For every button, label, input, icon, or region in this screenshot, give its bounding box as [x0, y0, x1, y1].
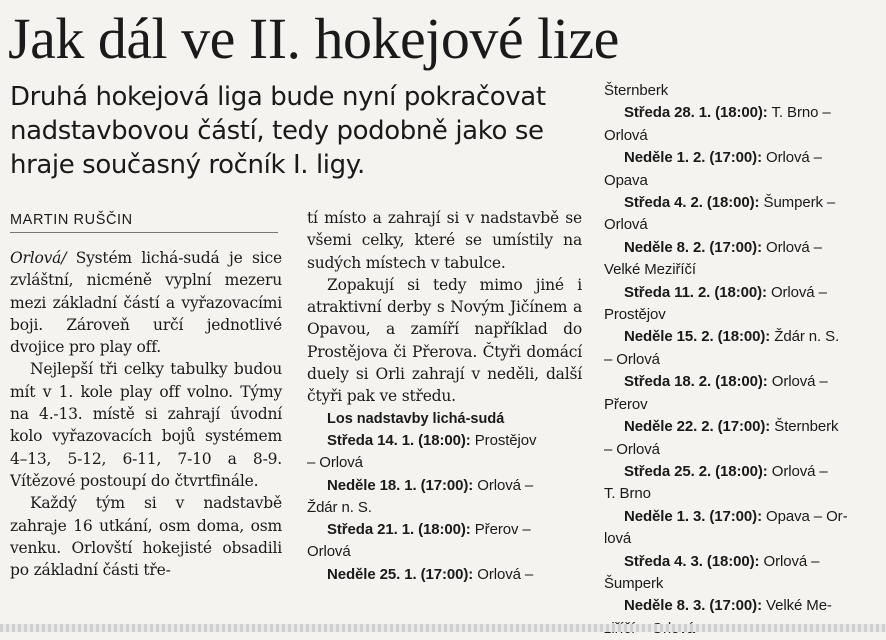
match-teams: Šumperk – [759, 194, 836, 212]
schedule-item [604, 506, 880, 551]
match-teams-cont: Orlová [604, 126, 648, 144]
schedule-item [604, 551, 880, 596]
match-date: Neděle 1. 3. (17:00): [624, 507, 762, 525]
dateline: Orlová/ [10, 249, 67, 267]
paragraph-3: Každý tým si v nadstavbě zahraje 16 utkání, osm doma, osm venku. Orlovští hokejisté obsadili po základní části tře- [10, 494, 282, 580]
match-date: Středa 4. 3. (18:00): [624, 552, 760, 570]
match-date: Středa 4. 2. (18:00): [624, 194, 760, 212]
schedule-item [604, 461, 880, 506]
lead-paragraph: Druhá hokejová liga bude nyní pokračovat nadstavbovou částí, tedy podobně jako se hraje současný ročník I. ligy. [10, 82, 546, 180]
match-date: Středa 28. 1. (18:00): [624, 104, 768, 122]
schedule-item [307, 519, 582, 564]
match-teams-cont: Prostějov [604, 306, 666, 324]
match-teams: Velké Me- [761, 597, 832, 615]
match-date: Středa 21. 1. (18:00): [327, 521, 471, 539]
match-teams-cont: – Orlová [604, 350, 660, 368]
schedule-item [604, 147, 880, 192]
match-teams: Ždár n. S. [770, 328, 840, 346]
match-teams-cont: T. Brno [604, 485, 651, 503]
schedule-item [307, 564, 582, 586]
column-3 [604, 80, 880, 640]
match-teams: Orlová – [767, 462, 828, 480]
column-2 [307, 207, 582, 586]
match-teams-cont: Šumperk [604, 574, 664, 592]
schedule-list-part-1 [307, 430, 582, 586]
match-teams: Orlová – [759, 552, 820, 570]
match-teams: Orlová – [473, 565, 534, 583]
match-date: Středa 11. 2. (18:00): [624, 283, 767, 301]
match-teams-cont: – Orlová [604, 440, 660, 458]
match-teams: Šternberk [770, 418, 839, 436]
schedule-item [604, 192, 880, 237]
schedule-item [604, 595, 880, 640]
schedule-item [604, 237, 880, 282]
match-date: Neděle 1. 2. (17:00): [624, 149, 762, 167]
match-teams: T. Brno – [767, 104, 831, 122]
schedule-item [604, 326, 880, 371]
match-teams: Orlová – [761, 238, 822, 256]
match-date: Středa 25. 2. (18:00): [624, 462, 768, 480]
match-date: Neděle 18. 1. (17:00): [327, 476, 474, 494]
schedule-item [604, 282, 880, 327]
match-date: Neděle 15. 2. (18:00): [624, 328, 771, 346]
match-date: Neděle 25. 1. (17:00): [327, 565, 474, 583]
paragraph-3-continued: tí místo a zahrají si v nadstavbě se všemi celky, které se umístily na sudých místech v tabulce. [307, 209, 582, 272]
headline: Jak dál ve II. hokejové lize [8, 6, 619, 71]
paragraph-1-text: Systém lichá-sudá je sice zvláštní, nicméně vyplní mezeru mezi základní částí a vyřazovacími boji. Zároveň určí jednotlivé dvojice pro play off. [10, 249, 282, 357]
schedule-item [307, 430, 582, 475]
match-teams-cont: Ždár n. S. [307, 498, 372, 516]
match-teams-cont: Orlová [604, 216, 648, 234]
schedule-item [307, 475, 582, 520]
match-date: Neděle 22. 2. (17:00): [624, 418, 771, 436]
match-teams-cont: Orlová [307, 543, 351, 561]
paragraph-1 [10, 247, 282, 358]
match-teams: Orlová – [473, 476, 534, 494]
paragraph-2: Nejlepší tři celky tabulky budou mít v 1. kole play off volno. Týmy na 4.-13. místě si zahrají úvodní kolo vyřazovacích bojů systémem 4–13, 5-12, 6-11, 7-10 a 8-9. Vítězové postoupí do čtvrtfinále. [10, 360, 282, 490]
match-teams: Orlová – [766, 283, 827, 301]
match-teams-cont: Velké Meziříčí [604, 261, 696, 279]
schedule-item [604, 416, 880, 461]
match-teams: Prostějov [470, 431, 537, 449]
match-teams-cont: Opava [604, 171, 648, 189]
schedule-item-continued [604, 80, 880, 102]
column-1 [10, 247, 282, 581]
paragraph-4: Zopakují si tedy mimo jiné i atraktivní derby s Novým Jičínem a Opavou, a zamíří například do Prostějova či Přerova. Čtyři domácí duely si Orli zahrají v neděli, další čtyři pak ve středu. [307, 275, 582, 406]
match-date: Neděle 8. 3. (17:00): [624, 597, 762, 615]
schedule-item [604, 102, 880, 147]
page-edge-strip [0, 624, 886, 632]
match-teams: Přerov – [470, 521, 531, 539]
match-teams-cont: Přerov [604, 395, 648, 413]
match-teams-cont: Šternberk [604, 82, 669, 99]
match-date: Středa 14. 1. (18:00): [327, 431, 471, 449]
schedule-heading: Los nadstavby lichá-sudá [327, 410, 505, 427]
match-teams-cont: lová [604, 530, 632, 548]
match-teams-cont: – Orlová [307, 454, 363, 472]
match-date: Neděle 8. 2. (17:00): [624, 238, 762, 256]
match-teams: Opava – Or- [761, 507, 848, 525]
match-date: Středa 18. 2. (18:00): [624, 373, 768, 391]
match-teams: Orlová – [767, 373, 828, 391]
schedule-item [604, 371, 880, 416]
match-teams: Orlová – [761, 149, 822, 167]
byline: MARTIN RUŠČIN [10, 212, 278, 233]
